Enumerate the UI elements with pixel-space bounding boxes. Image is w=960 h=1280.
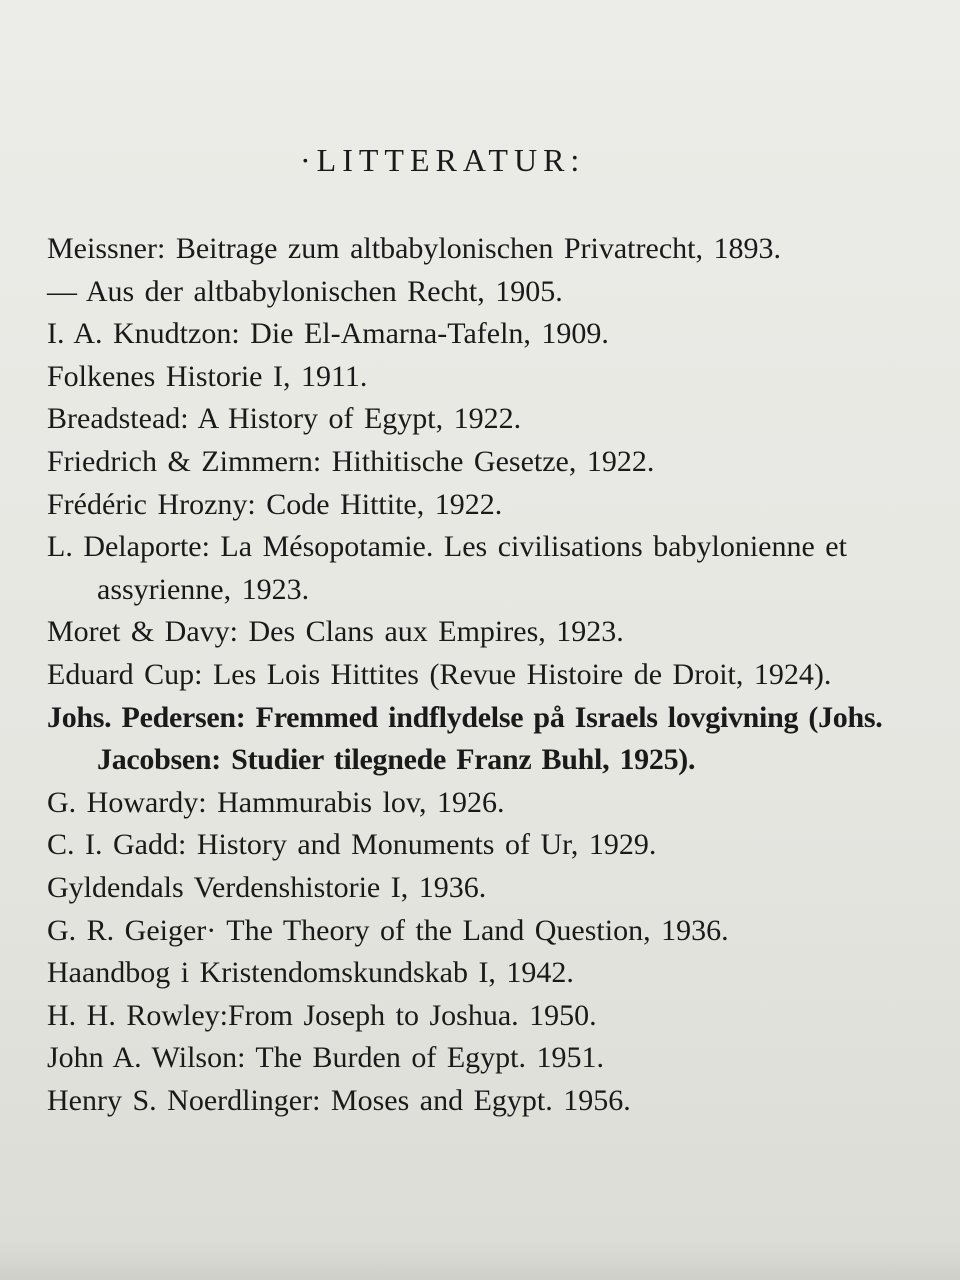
- bibliography-entry: Eduard Cup: Les Lois Hittites (Revue Histoire de Droit, 1924).: [47, 657, 832, 691]
- bibliography-entry: Frédéric Hrozny: Code Hittite, 1922.: [47, 487, 503, 521]
- page-heading: ·LITTERATUR:: [300, 142, 586, 178]
- bibliography-entry: John A. Wilson: The Burden of Egypt. 1951.: [47, 1041, 605, 1075]
- bibliography-entry: — Aus der altbabylonischen Recht, 1905.: [47, 274, 563, 308]
- bibliography-entry: Haandbog i Kristendomskundskab I, 1942.: [47, 956, 574, 990]
- bibliography-entry: Henry S. Noerdlinger: Moses and Egypt. 1956.: [47, 1083, 631, 1117]
- bibliography-entry: Folkenes Historie I, 1911.: [47, 359, 368, 393]
- bibliography-entry: G. R. Geiger· The Theory of the Land Question, 1936.: [47, 913, 729, 947]
- bibliography-entry: C. I. Gadd: History and Monuments of Ur, 1929.: [47, 828, 657, 862]
- bibliography-entry: H. H. Rowley:From Joseph to Joshua. 1950.: [47, 998, 597, 1032]
- bibliography-entry: G. Howardy: Hammurabis lov, 1926.: [47, 785, 505, 819]
- bibliography-entry: Moret & Davy: Des Clans aux Empires, 1923.: [47, 615, 624, 649]
- bibliography-entry: Friedrich & Zimmern: Hithitische Gesetze, 1922.: [47, 444, 655, 478]
- page-shadow: [0, 1240, 960, 1280]
- bibliography-entry: Gyldendals Verdenshistorie I, 1936.: [47, 870, 487, 904]
- bibliography-entry: Meissner: Beitrage zum altbabylonischen Privatrecht, 1893.: [47, 232, 781, 265]
- bibliography-entry: Breadstead: A History of Egypt, 1922.: [47, 402, 522, 436]
- bibliography-entry: I. A. Knudtzon: Die El-Amarna-Tafeln, 1909.: [47, 317, 609, 351]
- bibliography-list: [47, 228, 937, 1122]
- bibliography-entry: Johs. Pedersen: Fremmed indflydelse på Israels lovgivning (Johs. Jacobsen: Studier tilegnede Franz Buhl, 1925).: [47, 700, 883, 777]
- bibliography-entry: L. Delaporte: La Mésopotamie. Les civilisations babylonienne et assyrienne, 1923.: [47, 530, 847, 606]
